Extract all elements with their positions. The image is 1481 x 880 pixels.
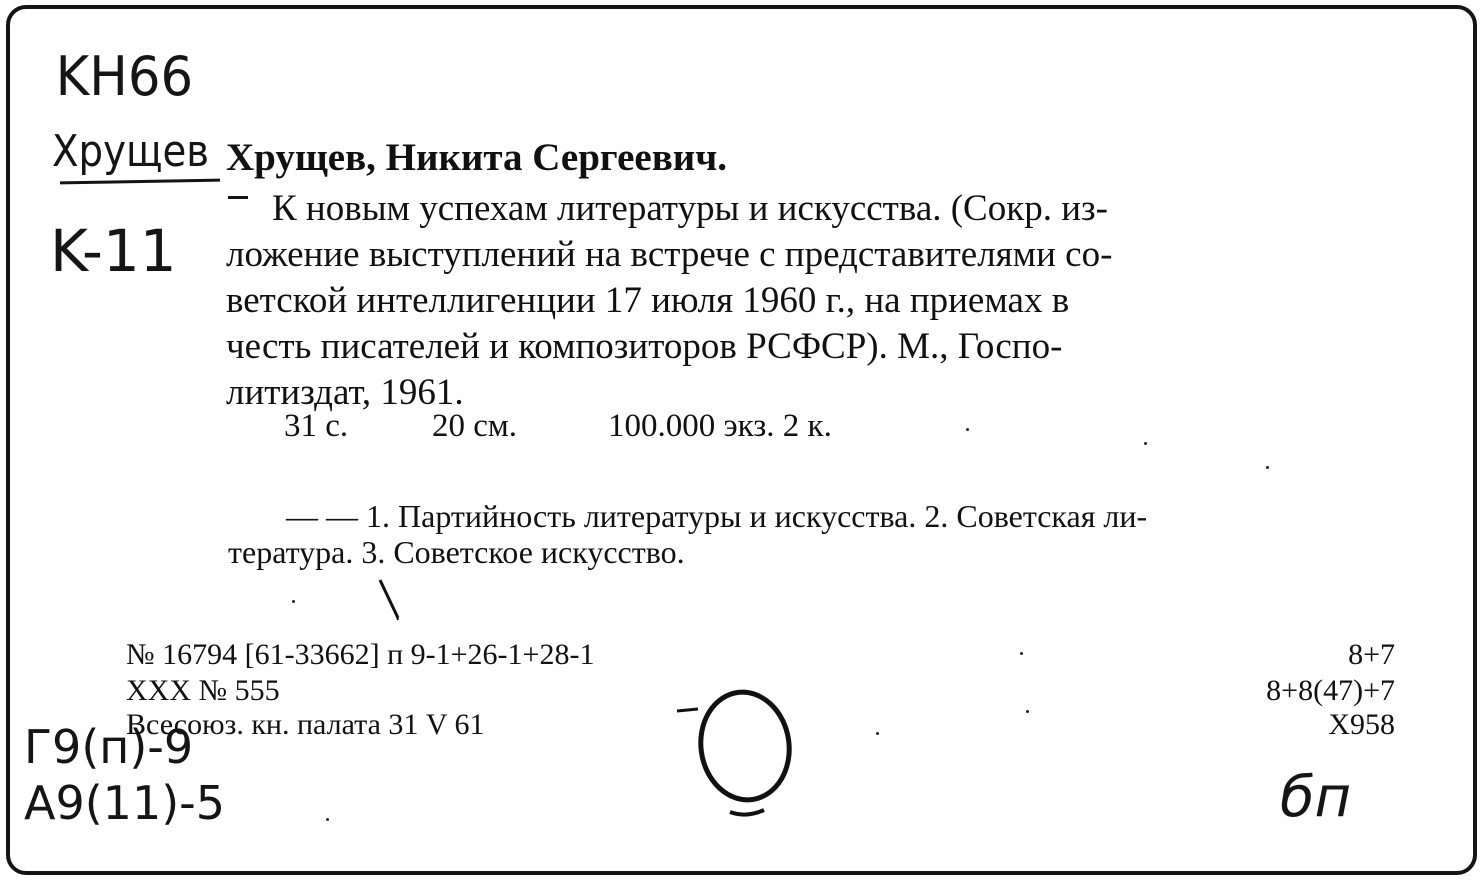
handwritten-shelf-mark: KH66 [55, 45, 194, 108]
scan-speck [876, 732, 879, 735]
pencil-slash-mark [376, 578, 406, 622]
scan-speck [1020, 652, 1023, 655]
collation-pages: 31 с. [284, 408, 349, 444]
entry-author: Хрущев, Никита Сергеевич. [226, 136, 728, 179]
scan-speck [1144, 442, 1147, 445]
footer-author-code: X958 [1328, 708, 1395, 741]
collation-size: 20 см. [432, 408, 518, 444]
footer-record-number: № 16794 [61-33662] п 9-1+26-1+28-1 [126, 638, 595, 671]
entry-title-line-3: ветской интеллигенции 17 июля 1960 г., на приемах в [226, 280, 1070, 321]
scan-speck [292, 600, 295, 603]
scan-speck [1266, 466, 1269, 469]
scan-speck [966, 428, 969, 431]
hand-drawn-circle [690, 684, 800, 824]
collation-print-run: 100.000 экз. 2 к. [608, 408, 832, 444]
entry-title-line-2: ложение выступлений на встрече с представителями со- [226, 234, 1113, 275]
scan-speck [326, 818, 329, 821]
footer-chamber-imprint: Всесоюз. кн. палата 31 V 61 [126, 708, 485, 741]
handwritten-class-mark: K-11 [50, 217, 177, 285]
entry-title-line-1: К новым успехам литературы и искусства. (Сокр. из- [272, 188, 1108, 229]
footer-class-code-2: 8+8(47)+7 [1266, 674, 1395, 707]
subjects-line-1: — — 1. Партийность литературы и искусства. 2. Советская ли- [286, 498, 1148, 534]
handwritten-author-mark: Хрущев [52, 126, 210, 177]
subjects-line-2: тература. 3. Советское искусство. [228, 534, 685, 570]
handwritten-initials: бп [1280, 765, 1352, 830]
stroke-mark-left [676, 706, 700, 716]
entry-title-line-4: честь писателей и композиторов РСФСР). М., Госпо- [226, 326, 1063, 367]
printed-dash-mark [228, 196, 248, 199]
footer-series-number: XXX № 555 [126, 674, 280, 707]
footer-class-code-1: 8+7 [1348, 638, 1395, 671]
handwritten-location-1: Г9(п)-9 [24, 720, 194, 774]
scan-speck [1026, 710, 1029, 713]
entry-title-line-5: литиздат, 1961. [226, 372, 464, 413]
handwritten-location-2: А9(11)-5 [24, 776, 226, 830]
